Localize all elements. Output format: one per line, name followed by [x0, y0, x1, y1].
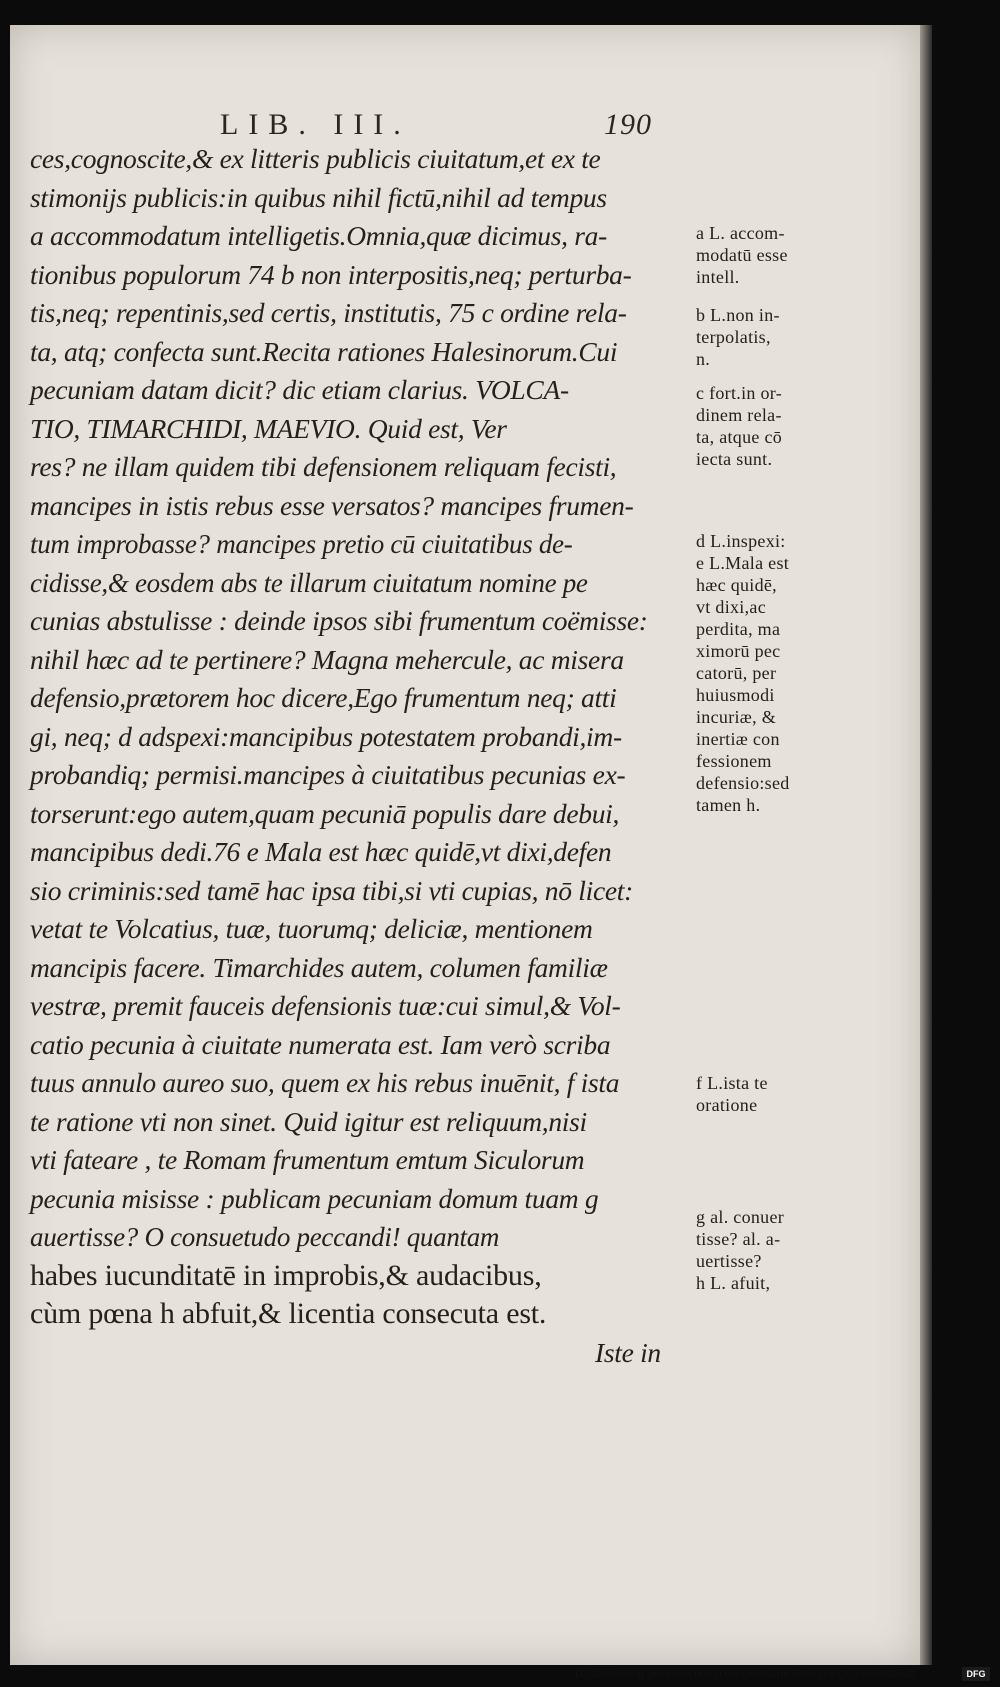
text-line: torserunt:ego autem,quam pecuniā populis dare debui,	[30, 797, 620, 829]
text-line: tuus annulo aureo suo, quem ex his rebus inuēnit, f ista	[30, 1067, 620, 1098]
dfg-logo: DFG	[962, 1667, 990, 1681]
text-line: te ratione vti non sinet. Quid igitur est reliquum,nisi	[30, 1105, 587, 1137]
note-line: h L. afuit,	[696, 1273, 771, 1293]
text-line: stimonijs publicis:in quibus nihil fictū,nihil ad tempus	[30, 181, 607, 213]
note-line: g al. conuer	[696, 1207, 785, 1227]
text-line: sio criminis:sed tamē hac ipsa tibi,si vti cupias, nō licet:	[30, 874, 633, 906]
text-line: catio pecunia à ciuitate numerata est. Iam verò scriba	[30, 1028, 611, 1060]
catchword: Iste in	[595, 1336, 661, 1368]
note-line: c fort.in or-	[696, 383, 783, 403]
note-line: d L.inspexi:	[696, 531, 786, 551]
digitization-credit: Digitalisierung gefördert durch die Deutsche Forschungsgemeinschaft	[575, 1668, 915, 1680]
text-line: mancipibus dedi.76 e Mala est hæc quidē,vt dixi,defen	[30, 836, 612, 867]
note-line: fessionem	[696, 751, 772, 771]
text-line: vti fateare , te Romam frumentum emtum Siculorum	[30, 1144, 585, 1175]
note-line: incuriæ, &	[696, 707, 776, 727]
text-line: nihil hæc ad te pertinere? Magna mehercule, ac misera	[30, 643, 624, 675]
text-line: mancipes in istis rebus esse versatos? mancipes frumen-	[30, 489, 634, 521]
note-line: tamen h.	[696, 795, 761, 815]
text-line: tis,neq; repentinis,sed certis, institutis, 75 c ordine rela-	[30, 297, 627, 328]
note-line: tisse? al. a-	[696, 1229, 781, 1249]
note-line: n.	[696, 349, 711, 369]
note-line: iecta sunt.	[696, 449, 773, 469]
note-line: hæc quidē,	[696, 575, 777, 595]
note-line: vt dixi,ac	[696, 597, 766, 617]
main-text-block	[30, 140, 710, 1372]
note-line: oratione	[696, 1095, 758, 1115]
text-line: gi, neq; d adspexi:mancipibus potestatem probandi,im-	[30, 720, 622, 752]
note-line: huiusmodi	[696, 685, 775, 705]
running-head: LIB. III.	[220, 108, 411, 141]
text-line: auertisse? O consuetudo peccandi! quantam	[30, 1222, 500, 1252]
text-line: defensio,prætorem hoc dicere,Ego frumentum neq; atti	[30, 682, 617, 713]
page-edge	[920, 25, 932, 1665]
text-line: vestræ, premit fauceis defensionis tuæ:cui simul,& Vol-	[30, 990, 621, 1021]
text-line: cùm pœna h abfuit,& licentia consecuta est.	[30, 1297, 547, 1330]
note-line: dinem rela-	[696, 405, 782, 425]
note-line: inertiæ con	[696, 729, 780, 749]
text-line: pecuniam datam dicit? dic etiam clarius. VOLCA-	[30, 374, 569, 405]
text-line: tionibus populorum 74 b non interpositis,neq; perturba-	[30, 258, 632, 290]
text-line: vetat te Volcatius, tuæ, tuorumq; deliciæ, mentionem	[30, 913, 593, 944]
note-line: modatū esse	[696, 245, 788, 265]
note-line: f L.ista te	[696, 1073, 768, 1093]
note-line: defensio:sed	[696, 773, 790, 793]
note-line: terpolatis,	[696, 327, 771, 347]
note-line: uertisse?	[696, 1251, 762, 1271]
note-line: a L. accom-	[696, 223, 785, 243]
text-line: mancipis facere. Timarchides autem, columen familiæ	[30, 951, 608, 983]
note-line: catorū, per	[696, 663, 777, 683]
text-line: habes iucunditatē in improbis,& audacibus,	[30, 1258, 542, 1292]
note-line: e L.Mala est	[696, 553, 790, 573]
text-line: ta, atq; confecta sunt.Recita rationes Halesinorum.Cui	[30, 335, 618, 367]
text-line: cunias abstulisse : deinde ipsos sibi frumentum coëmisse:	[30, 605, 648, 636]
text-line: res? ne illam quidem tibi defensionem reliquam fecisti,	[30, 451, 617, 482]
text-line: TIO, TIMARCHIDI, MAEVIO. Quid est, Ver	[30, 412, 507, 444]
text-line: tum improbasse? mancipes pretio cū ciuitatibus de-	[30, 529, 573, 559]
text-line: probandiq; permisi.mancipes à ciuitatibus pecunias ex-	[30, 759, 626, 790]
text-line: ces,cognoscite,& ex litteris publicis ciuitatum,et ex te	[30, 143, 601, 174]
note-line: ximorū pec	[696, 641, 781, 661]
note-line: ta, atque cō	[696, 427, 783, 447]
text-line: pecunia misisse : publicam pecuniam domum tuam g	[30, 1182, 599, 1214]
page-number: 190	[604, 108, 652, 141]
text-line: a accommodatum intelligetis.Omnia,quæ dicimus, ra-	[30, 220, 607, 251]
note-line: b L.non in-	[696, 305, 780, 325]
text-line: cidisse,& eosdem abs te illarum ciuitatum nomine pe	[30, 567, 588, 598]
note-line: perdita, ma	[696, 619, 781, 639]
note-line: intell.	[696, 267, 740, 287]
